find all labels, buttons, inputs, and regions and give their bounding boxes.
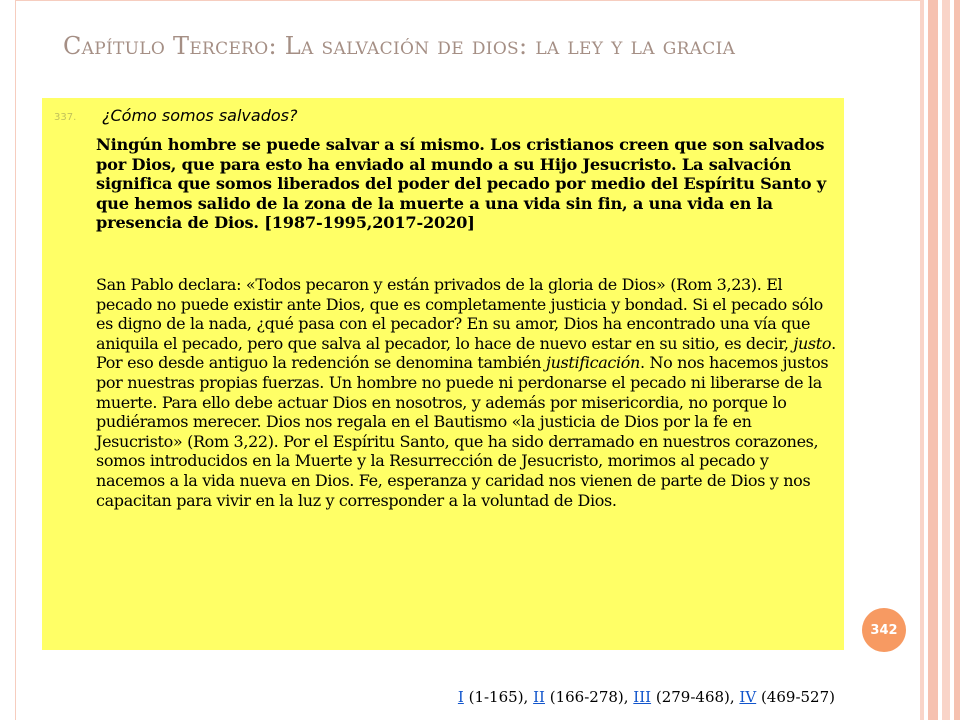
answer-text: Ningún hombre se puede salvar a sí mismo. Los cristianos creen que son salvados por Dios, que para esto ha enviado al mundo a su Hijo Jesucristo. La salvación significa que somos liberados del poder del pecado por medio del Espíritu Santo y que hemos salido de la zona de la muerte a una vida sin fin, a una vida en la presencia de Dios. [1987-1995,2017-2020] [96,135,826,232]
section-link-iv[interactable]: IV [739,688,757,706]
question-text: ¿Cómo somos salvados? [102,106,298,125]
emphasis-justo: justo [793,333,832,353]
page-number-badge: 342 [862,608,906,652]
commentary-text: San Pablo declara: «Todos pecaron y están privados de la gloria de Dios» (Rom 3,23). El pecado no puede existir ante Dios, que es completamente justicia y bondad. Si el pecado sólo es digno de la nada, ¿qué pasa con el pecador? En su amor, Dios ha encontrado una vía que aniquila el pecado, pero que salva al pecador, lo hace de nuevo estar en su sitio, es decir, justo. Por eso desde antiguo la redención se denomina también justificación. No nos hacemos justos por nuestras propias fuerzas. Un hombre no puede ni perdonarse el pecado ni liberarse de la muerte. Para ello debe actuar Dios en nosotros, y además por misericordia, no porque lo pudiéramos merecer. Dios nos regala en el Bautismo «la justicia de Dios por la fe en Jesucristo» (Rom 3,22). Por el Espíritu Santo, que ha sido derramado en nuestros corazones, somos introducidos en la Muerte y la Resurrección de Jesucristo, morimos al pecado y nacemos a la vida nueva en Dios. Fe, esperanza y caridad nos vienen de parte de Dios y nos capacitan para vivir en la luz y corresponder a la voluntad de Dios. [96,275,836,510]
section-link-ii[interactable]: II [533,688,545,706]
left-border-line [15,0,16,720]
slide-title: Capítulo Tercero: La salvación de dios: la ley y la gracia [63,32,736,60]
section-link-i[interactable]: I [457,688,464,706]
question-number: 337. [54,112,77,123]
right-decorative-stripes [920,0,960,720]
emphasis-justificacion: justificación [545,353,641,373]
section-link-iii[interactable]: III [633,688,652,706]
footer-section-nav: I (1-165), II (166-278), III (279-468), IV (469-527) [457,688,835,706]
top-border-line [15,0,923,1]
